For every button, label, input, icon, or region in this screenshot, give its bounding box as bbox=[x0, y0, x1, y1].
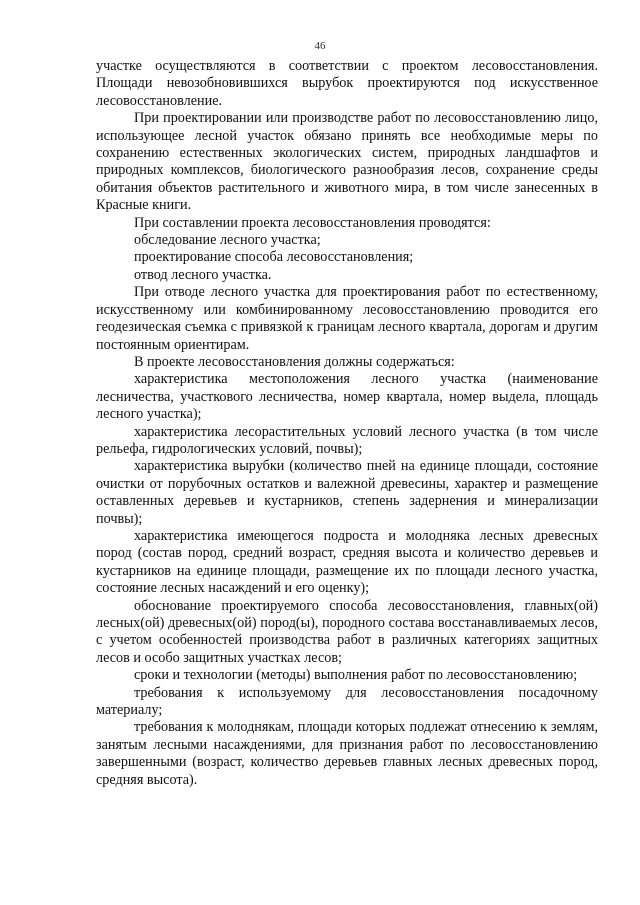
document-body bbox=[96, 58, 598, 789]
paragraph: проектирование способа лесовосстановления; bbox=[134, 249, 414, 266]
paragraph: требования к используемому для лесовосстановления посадочному материалу; bbox=[96, 684, 598, 719]
paragraph: При проектировании или производстве работ по лесовосстановлению лицо, использующее лесной участок обязано принять все необходимые меры по сохранению естественных экологических систем, природных ландшафтов и природных комплексов, биологического разнообразия лесов, сохранение среды обитания объектов растительного и животного мира, в том числе занесенных в Красные книги. bbox=[96, 110, 598, 214]
paragraph: требования к молоднякам, площади которых подлежат отнесению к землям, занятым лесными насаждениями, для признания работ по лесовосстановлению завершенными (возраст, количество деревьев главных лесных древесных пород, средняя высота). bbox=[96, 719, 598, 788]
page-number: 46 bbox=[314, 40, 326, 52]
paragraph: характеристика местоположения лесного участка (наименование лесничества, участкового лесничества, номер квартала, номер выдела, площадь лесного участка); bbox=[96, 371, 598, 423]
paragraph: характеристика лесорастительных условий лесного участка (в том числе рельефа, гидрологических условий, почвы); bbox=[96, 423, 598, 457]
paragraph: характеристика вырубки (количество пней на единице площади, состояние очистки от порубочных остатков и валежной древесины, характер и размещение оставленных деревьев и кустарников, степень задернения и минерализации почвы); bbox=[96, 458, 598, 527]
paragraph: обоснование проектируемого способа лесовосстановления, главных(ой) лесных(ой) древесных(ой) пород(ы), породного состава восстанавливаемых лесов, с учетом особенностей производства работ в различных категориях защитных лесов и особо защитных участках лесов; bbox=[96, 597, 598, 666]
paragraph: обследование лесного участка; bbox=[134, 232, 321, 249]
paragraph: характеристика имеющегося подроста и молодняка лесных древесных пород (состав пород, средний возраст, средняя высота и количество деревьев и кустарников на единице площади, размещение их по площади лесного участка, состояние лесных насаждений и его оценку); bbox=[96, 527, 598, 597]
paragraph: При отводе лесного участка для проектирования работ по естественному, искусственному или комбинированному лесовосстановлению проводится его геодезическая съемка с привязкой к границам лесного квартала, дорогам и другим постоянным ориентирам. bbox=[96, 284, 598, 353]
paragraph: отвод лесного участка. bbox=[134, 266, 272, 283]
paragraph: В проекте лесовосстановления должны содержаться: bbox=[134, 353, 455, 370]
paragraph: При составлении проекта лесовосстановления проводятся: bbox=[134, 214, 491, 231]
paragraph: сроки и технологии (методы) выполнения работ по лесовосстановлению; bbox=[134, 667, 578, 684]
paragraph: участке осуществляются в соответствии с проектом лесовосстановления. Площади невозобновившихся вырубок проектируются под искусственное лесовосстановление. bbox=[96, 58, 598, 109]
